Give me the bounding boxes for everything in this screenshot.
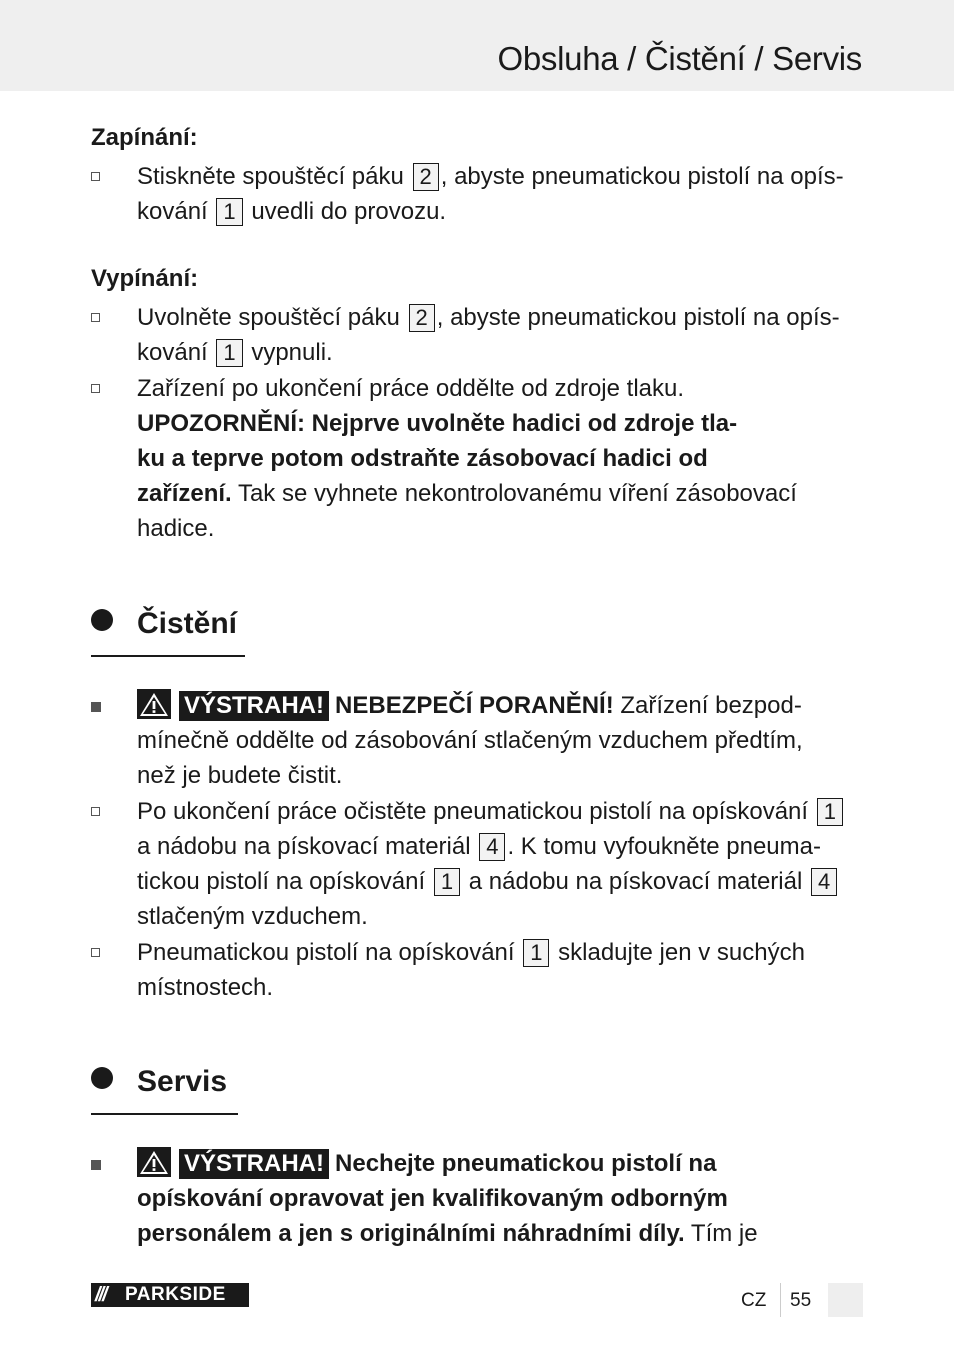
page-number: 55 [790, 1290, 812, 1311]
text: . K tomu vyfoukněte pneuma- [507, 833, 821, 860]
vypinani-heading: Vypínání: [91, 265, 199, 292]
text: kování [137, 339, 208, 366]
open-square-bullet-icon [91, 807, 100, 816]
text: Pneumatickou pistolí na opískování [137, 939, 515, 966]
open-square-bullet-icon [91, 313, 100, 322]
part-ref: 1 [216, 339, 242, 367]
warning-text: Nechejte pneumatickou pistolí na [335, 1150, 717, 1177]
text: než je budete čistit. [137, 762, 343, 789]
notice-text: zařízení. [137, 480, 232, 507]
text: Zařízení bezpod- [620, 692, 802, 719]
solid-square-bullet-icon [91, 1160, 101, 1170]
cisteni-section-heading [91, 607, 245, 657]
zapinani-heading: Zapínání: [91, 124, 198, 151]
vypinani-item-1 [137, 300, 863, 370]
text: kování [137, 198, 208, 225]
text: Uvolněte spouštěcí páku [137, 304, 400, 331]
open-square-bullet-icon [91, 948, 100, 957]
cisteni-warning [137, 688, 863, 793]
text: hadice. [137, 515, 215, 542]
page-title: Obsluha / Čistění / Servis [497, 40, 862, 77]
text: místnostech. [137, 974, 274, 1001]
vypinani-item-2 [137, 371, 863, 546]
danger-text: NEBEZPEČÍ PORANĚNÍ! [335, 692, 614, 719]
text: , abyste pneumatickou pistolí na opís- [436, 304, 840, 331]
text: skladujte jen v suchých [558, 939, 805, 966]
warning-triangle-icon [137, 689, 171, 719]
part-ref: 1 [216, 198, 242, 226]
text: Stiskněte spouštěcí páku [137, 163, 404, 190]
warning-text: personálem a jen s originálními náhradními díly. [137, 1220, 685, 1247]
open-square-bullet-icon [91, 172, 100, 181]
part-ref: 4 [479, 833, 505, 861]
notice-text: ku a teprve potom odstraňte zásobovací hadici od [137, 445, 708, 472]
text: Po ukončení práce očistěte pneumatickou pistolí na opískování [137, 798, 809, 825]
warning-text: opískování opravovat jen kvalifikovaným odborným [137, 1185, 728, 1212]
text: a nádobu na pískovací materiál [468, 868, 803, 895]
bullet-dot-icon [91, 609, 113, 631]
section-title: Čistění [137, 607, 238, 640]
logo-slashes: /// [95, 1284, 106, 1306]
part-ref: 1 [817, 798, 843, 826]
parkside-logo [91, 1283, 249, 1307]
text: mínečně oddělte od zásobování stlačeným vzduchem předtím, [137, 727, 803, 754]
text: Tak se vyhnete nekontrolovanému víření zásobovací [237, 480, 797, 507]
section-title: Servis [137, 1065, 228, 1098]
part-ref: 2 [409, 304, 435, 332]
text: Zařízení po ukončení práce oddělte od zdroje tlaku. [137, 375, 685, 402]
part-ref: 2 [413, 163, 439, 191]
cisteni-item-1 [137, 794, 863, 934]
bullet-dot-icon [91, 1067, 113, 1089]
text: Tím je [690, 1220, 758, 1247]
footer-divider [780, 1283, 781, 1317]
warning-badge: VÝSTRAHA! [179, 691, 329, 721]
text: , abyste pneumatickou pistolí na opís- [440, 163, 844, 190]
part-ref: 1 [434, 868, 460, 896]
footer-tab [828, 1283, 863, 1317]
text: stlačeným vzduchem. [137, 903, 368, 930]
warning-triangle-icon [137, 1147, 171, 1177]
logo-text: PARKSIDE [125, 1284, 226, 1305]
text: vypnuli. [251, 339, 333, 366]
servis-warning [137, 1146, 863, 1251]
part-ref: 4 [811, 868, 837, 896]
zapinani-item-1 [137, 159, 863, 229]
text: tickou pistolí na opískování [137, 868, 426, 895]
solid-square-bullet-icon [91, 702, 101, 712]
text: a nádobu na pískovací materiál [137, 833, 471, 860]
part-ref: 1 [523, 939, 549, 967]
language-code: CZ [741, 1290, 767, 1311]
open-square-bullet-icon [91, 384, 100, 393]
cisteni-item-2 [137, 935, 863, 1005]
servis-section-heading [91, 1065, 238, 1115]
notice-text: UPOZORNĚNÍ: Nejprve uvolněte hadici od zdroje tla- [137, 410, 738, 437]
warning-badge: VÝSTRAHA! [179, 1149, 329, 1179]
text: uvedli do provozu. [251, 198, 447, 225]
